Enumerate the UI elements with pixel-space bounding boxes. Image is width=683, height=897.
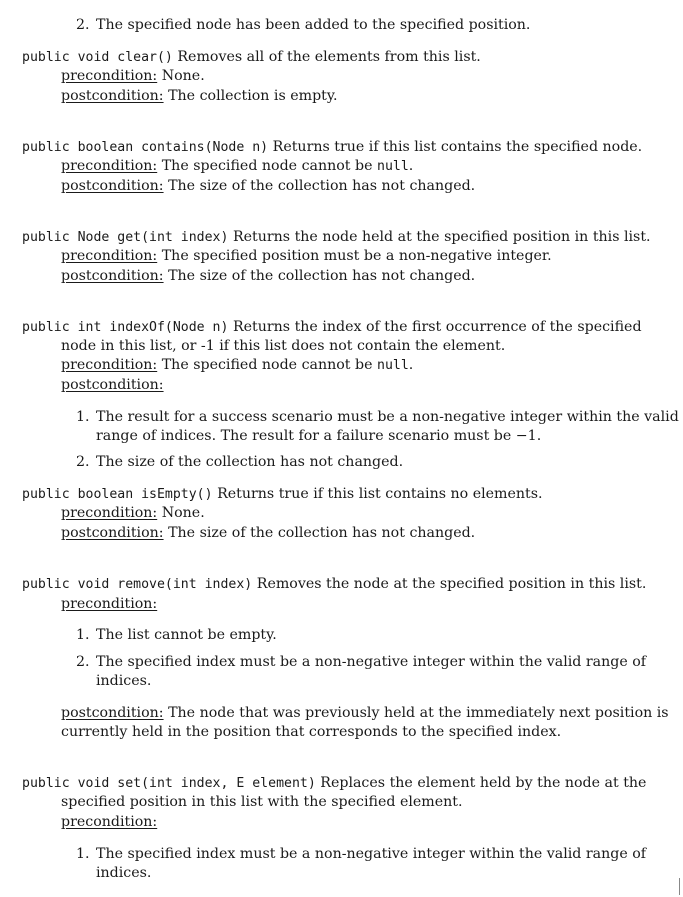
item-number: 1.	[76, 409, 90, 425]
precondition-text: The specified position must be a non-negative integer.	[161, 248, 552, 264]
precondition-text: None.	[161, 505, 205, 521]
item-text-cont: indices.	[96, 673, 152, 689]
postcondition-label: postcondition:	[61, 377, 164, 393]
method-signature: public void set(int index, E element)	[22, 776, 316, 791]
item-number: 1.	[76, 846, 90, 862]
precondition-text: The specified node cannot be	[161, 357, 373, 373]
method-description: Returns true if this list contains the specified node.	[272, 139, 643, 155]
method-signature: public void remove(int index)	[22, 577, 253, 592]
item-text: The specified index must be a non-negative integer within the valid range of	[96, 846, 647, 862]
method-description-cont: specified position in this list with the specified element.	[61, 794, 463, 810]
precondition-label: precondition:	[61, 357, 158, 373]
precondition-label: precondition:	[61, 68, 158, 84]
postcondition-text: The size of the collection has not changed.	[168, 178, 476, 194]
method-signature: public Node get(int index)	[22, 230, 229, 245]
scrollbar-handle[interactable]	[679, 878, 680, 895]
method-signature: public boolean isEmpty()	[22, 487, 213, 502]
null-code: null	[377, 358, 409, 373]
item-number: 1.	[76, 627, 90, 643]
postcondition-text: The size of the collection has not changed.	[168, 268, 476, 284]
item-text: The result for a success scenario must be a non-negative integer within the valid	[96, 409, 679, 425]
list-item	[76, 845, 646, 863]
postcondition-text: The collection is empty.	[168, 88, 338, 104]
item-text-cont: indices.	[96, 865, 152, 881]
method-description: Returns the index of the first occurrence of the specified	[232, 319, 642, 335]
list-item	[76, 626, 277, 644]
period: .	[408, 158, 414, 174]
precondition-label: precondition:	[61, 248, 158, 264]
list-item	[76, 653, 646, 671]
postcondition-label: postcondition:	[61, 705, 164, 721]
method-signature: public boolean contains(Node n)	[22, 140, 269, 155]
method-description: Returns true if this list contains no elements.	[217, 486, 543, 502]
method-signature: public int indexOf(Node n)	[22, 320, 229, 335]
item-text: The size of the collection has not changed.	[96, 454, 404, 470]
postcondition-label: postcondition:	[61, 88, 164, 104]
item-number: 2.	[76, 654, 90, 670]
item-text: The list cannot be empty.	[96, 627, 277, 643]
precondition-label: precondition:	[61, 505, 158, 521]
method-description: Removes all of the elements from this list.	[177, 49, 481, 65]
postcondition-label: postcondition:	[61, 525, 164, 541]
item-text-cont: range of indices. The result for a failure scenario must be −1.	[96, 428, 542, 444]
precondition-text: The specified node cannot be	[161, 158, 373, 174]
method-description: Replaces the element held by the node at the	[320, 775, 647, 791]
postcondition-label: postcondition:	[61, 268, 164, 284]
list-item	[76, 453, 403, 471]
period: .	[408, 357, 414, 373]
method-description-cont: node in this list, or -1 if this list does not contain the element.	[61, 338, 506, 354]
item-text: The specified index must be a non-negative integer within the valid range of	[96, 654, 647, 670]
item-number: 2.	[76, 17, 90, 33]
list-item	[76, 16, 530, 34]
postcondition-label: postcondition:	[61, 178, 164, 194]
precondition-label: precondition:	[61, 814, 158, 830]
method-description: Removes the node at the specified position in this list.	[256, 576, 647, 592]
item-text: The specified node has been added to the specified position.	[96, 17, 531, 33]
item-number: 2.	[76, 454, 90, 470]
list-item	[76, 408, 679, 426]
null-code: null	[377, 159, 409, 174]
postcondition-text: The node that was previously held at the immediately next position is	[168, 705, 669, 721]
precondition-label: precondition:	[61, 596, 158, 612]
postcondition-text: The size of the collection has not changed.	[168, 525, 476, 541]
precondition-text: None.	[161, 68, 205, 84]
method-description: Returns the node held at the specified position in this list.	[232, 229, 651, 245]
postcondition-text-cont: currently held in the position that corresponds to the specified index.	[61, 724, 562, 740]
precondition-label: precondition:	[61, 158, 158, 174]
method-signature: public void clear()	[22, 50, 173, 65]
